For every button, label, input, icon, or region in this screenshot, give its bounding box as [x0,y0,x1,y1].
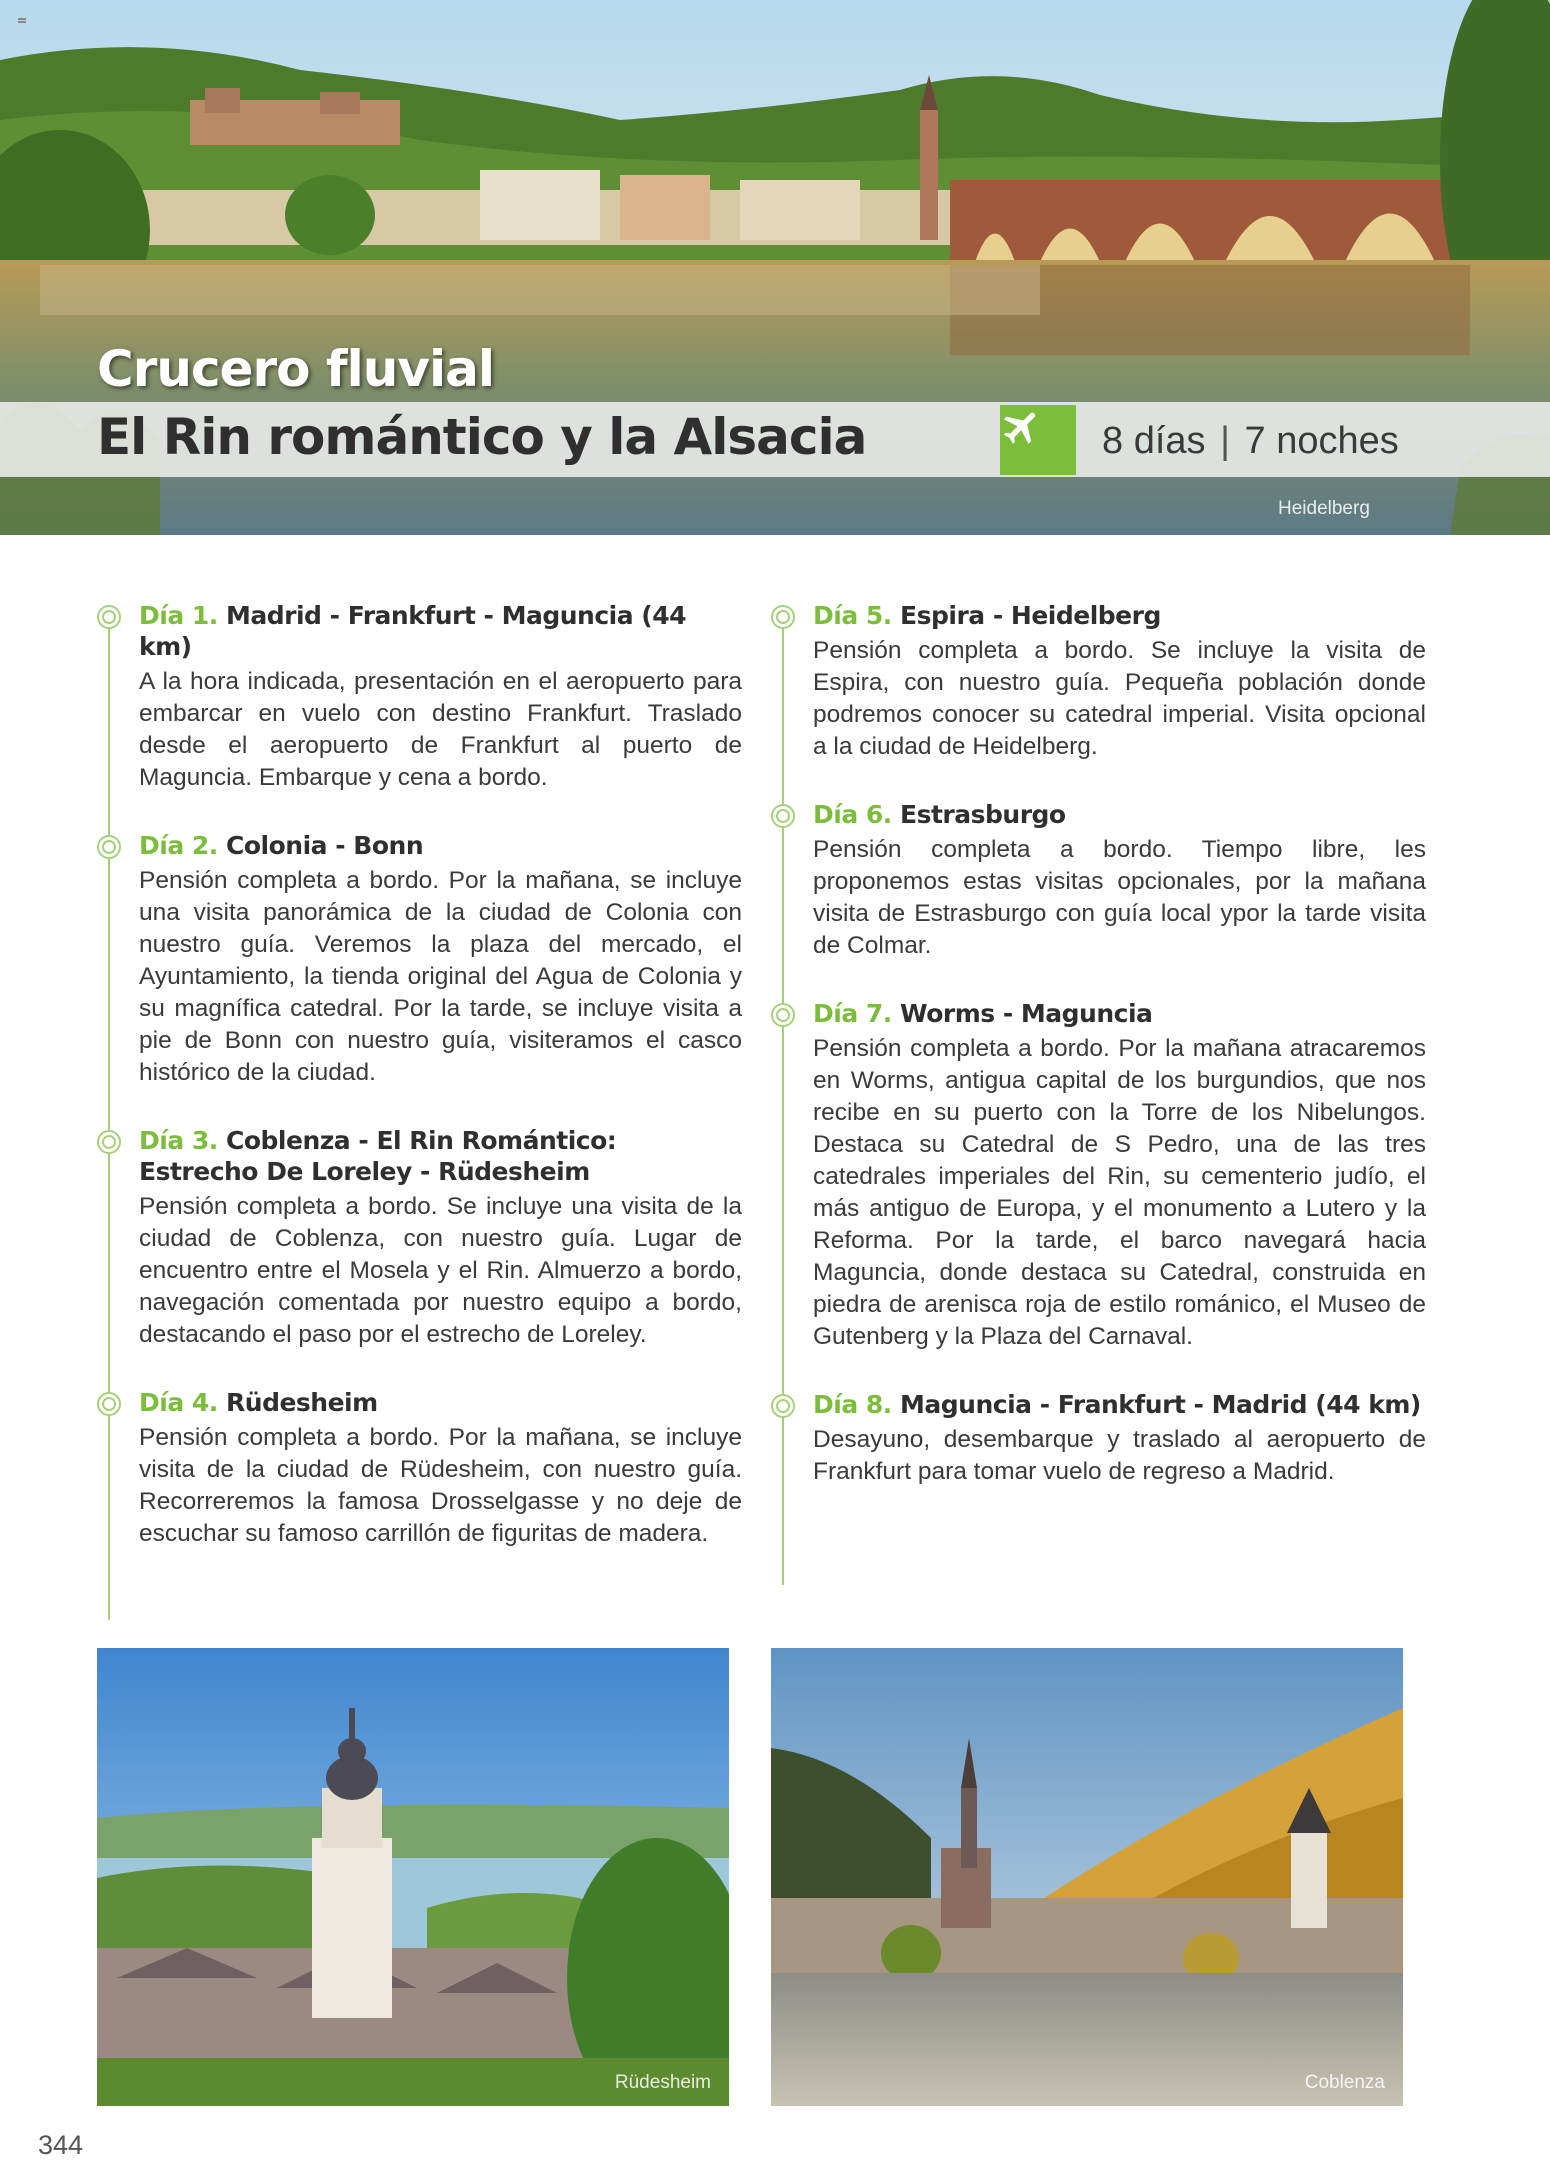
day-heading [139,1125,742,1187]
day-heading [813,600,1426,631]
hero-photo-caption: Heidelberg [1278,498,1370,519]
day-description: Pensión completa a bordo. Por la mañana, se incluye una visita panorámica de la ciudad de Colonia con nuestro guía. Veremos la plaza del mercado, el Ayuntamiento, la tienda original del Agua de Colonia y su magnífica catedral. Por la tarde, se incluye visita a pie de Bonn con nuestro guía, visiteramos el casco histórico de la ciudad. [139,867,742,1086]
day-item [92,830,742,1089]
airplane-badge [1000,405,1076,475]
timeline-marker-icon [770,1393,796,1419]
duration [1102,420,1399,463]
day-description: Pensión completa a bordo. Se incluye una visita de la ciudad de Coblenza, con nuestro guía. Lugar de encuentro entre el Mosela y el Rin. Almuerzo a bordo, navegación comentada por nuestro equipo a bordo, destacando el paso por el estrecho de Loreley. [139,1193,742,1348]
itinerary-left-column [92,600,742,1550]
day-number: Día 8. [813,1390,892,1419]
hero-subtitle: Crucero fluvial [97,340,495,398]
timeline-marker-icon [770,803,796,829]
itinerary-right-column [766,600,1426,1488]
day-route: Espira - Heidelberg [900,601,1161,630]
photo-caption: Coblenza [1304,2072,1385,2093]
coblenza-photo [771,1648,1403,2106]
day-route: Maguncia - Frankfurt - Madrid (44 km) [900,1390,1421,1419]
day-route: Worms - Maguncia [900,999,1153,1028]
day-number: Día 5. [813,601,892,630]
day-number: Día 3. [139,1126,218,1155]
day-item [92,1387,742,1550]
duration-nights: 7 noches [1244,420,1399,462]
day-route: Colonia - Bonn [226,831,424,860]
photo-caption: Rüdesheim [614,2072,711,2093]
coblenza-illustration [771,1648,1403,2106]
day-item [766,998,1426,1353]
day-description: Pensión completa a bordo. Por la mañana atracaremos en Worms, antigua capital de los burgundios, que nos recibe en su puerto con la Torre de los Nibelungos. Destaca su Catedral de S Pedro, una de las tres catedrales imperiales del Rin, su cementerio judío, el más antiguo de Europa, y el monumento a Lutero y la Reforma. Por la tarde, el barco navegará hacia Maguncia, donde destaca su Catedral, construida en piedra de arenisca roja de estilo románico, el Museo de Gutenberg y la Plaza del Carnaval. [813,1035,1426,1350]
corner-mark [18,18,26,23]
timeline-marker-icon [96,1391,122,1417]
day-item [766,799,1426,962]
day-description: Desayuno, desembarque y traslado al aeropuerto de Frankfurt para tomar vuelo de regreso a Madrid. [813,1426,1426,1485]
day-description: A la hora indicada, presentación en el aeropuerto para embarcar en vuelo con destino Frankfurt. Traslado desde el aeropuerto de Frankfurt al puerto de Maguncia. Embarque y cena a bordo. [139,668,742,791]
airplane-icon [1000,405,1044,449]
day-route: Madrid - Frankfurt - Maguncia (44 km) [139,601,686,661]
day-description: Pensión completa a bordo. Por la mañana, se incluye visita de la ciudad de Rüdesheim, con nuestro guía. Recorreremos la famosa Drosselgasse y no deje de escuchar su famoso carrillón de figuritas de madera. [139,1424,742,1547]
timeline-marker-icon [96,1129,122,1155]
hero-banner [0,0,1550,535]
timeline-marker-icon [96,834,122,860]
day-heading [139,830,742,861]
timeline-marker-icon [770,1002,796,1028]
day-item [766,1389,1426,1488]
day-route: Coblenza - El Rin Romántico: Estrecho De Loreley - Rüdesheim [139,1126,617,1186]
page-number: 344 [38,2130,84,2160]
day-item [92,1125,742,1351]
duration-days: 8 días [1102,420,1206,462]
duration-separator: | [1220,420,1230,462]
day-heading [813,799,1426,830]
day-number: Día 1. [139,601,218,630]
day-number: Día 6. [813,800,892,829]
day-route: Rüdesheim [226,1388,378,1417]
day-route: Estrasburgo [900,800,1066,829]
day-number: Día 2. [139,831,218,860]
day-number: Día 7. [813,999,892,1028]
day-description: Pensión completa a bordo. Tiempo libre, les proponemos estas visitas opcionales, por la mañana visita de Estrasburgo con guía local ypor la tarde visita de Colmar. [813,836,1426,959]
day-heading [813,1389,1426,1420]
rudesheim-photo [97,1648,729,2106]
day-number: Día 4. [139,1388,218,1417]
day-description: Pensión completa a bordo. Se incluye la visita de Espira, con nuestro guía. Pequeña población donde podremos conocer su catedral imperial. Visita opcional a la ciudad de Heidelberg. [813,637,1426,760]
timeline-marker-icon [770,604,796,630]
day-item [766,600,1426,763]
day-item [92,600,742,794]
rudesheim-illustration [97,1648,729,2106]
day-heading [139,600,742,662]
page-title: El Rin romántico y la Alsacia [97,408,867,466]
day-heading [813,998,1426,1029]
day-heading [139,1387,742,1418]
timeline-marker-icon [96,604,122,630]
